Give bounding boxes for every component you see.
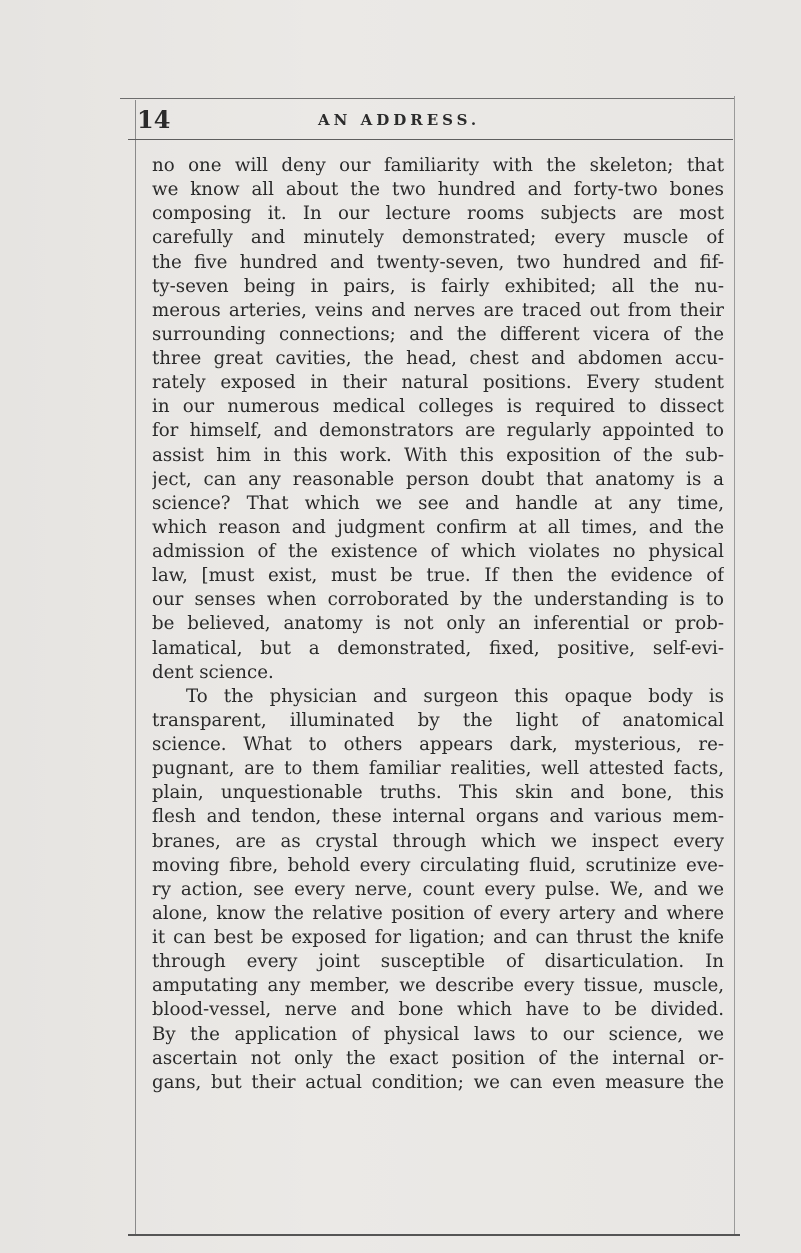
top-rule [120,98,735,99]
text-line: the five hundred and twenty-seven, two hundred and fif- [152,251,724,273]
text-line: we know all about the two hundred and forty-two bones [152,179,724,201]
text-line: law, [must exist, must be true. If then the evidence of [152,565,724,587]
text-line: flesh and tendon, these internal organs and various mem- [152,806,724,828]
text-line: alone, know the relative position of every artery and where [152,902,724,924]
text-line: science. What to others appears dark, mysterious, re- [152,734,724,755]
body-text [152,154,724,1095]
paragraph-end-line: dent science. [152,661,274,683]
text-line: moving fibre, behold every circulating fluid, scrutinize eve- [152,854,724,876]
text-line: ascertain not only the exact position of the internal or- [152,1047,724,1069]
text-line: By the application of physical laws to our science, we [152,1023,724,1045]
header-rule [128,139,733,140]
text-line: plain, unquestionable truths. This skin and bone, this [152,782,724,804]
text-line: three great cavities, the head, chest and abdomen accu- [152,348,724,369]
text-line: which reason and judgment confirm at all times, and the [152,516,724,538]
text-line: it can best be exposed for ligation; and can thrust the knife [152,927,724,948]
text-line: admission of the existence of which violates no physical [152,541,724,562]
paragraph-start-line: To the physician and surgeon this opaque body is [186,685,724,707]
text-line: ject, can any reasonable person doubt that anatomy is a [152,468,724,490]
text-line: surrounding connections; and the different vicera of the [152,323,724,345]
text-line: be believed, anatomy is not only an inferential or prob- [152,613,724,635]
text-line: merous arteries, veins and nerves are traced out from their [152,299,724,321]
text-line: transparent, illuminated by the light of anatomical [152,709,724,731]
text-line: ry action, see every nerve, count every pulse. We, and we [152,878,724,900]
bottom-rule [128,1234,740,1236]
text-line: no one will deny our familiarity with the skeleton; that [152,155,724,176]
text-line: carefully and minutely demonstrated; every muscle of [152,227,724,249]
text-line: gans, but their actual condition; we can even measure the [152,1071,724,1093]
left-margin-rule [135,100,136,1234]
text-line: pugnant, are to them familiar realities, well attested facts, [152,758,724,780]
text-line: lamatical, but a demonstrated, fixed, positive, self-evi- [152,637,724,659]
page-number: 14 [137,105,171,134]
text-line: in our numerous medical colleges is required to dissect [152,396,724,418]
text-line: science? That which we see and handle at any time, [152,492,724,514]
text-line: our senses when corroborated by the understanding is to [152,589,724,611]
text-line: for himself, and demonstrators are regularly appointed to [152,420,724,442]
running-head: AN ADDRESS. [318,111,481,129]
text-line: through every joint susceptible of disarticulation. In [152,951,724,973]
text-line: assist him in this work. With this exposition of the sub- [152,444,724,466]
text-line: composing it. In our lecture rooms subjects are most [152,203,724,225]
right-margin-rule [734,96,735,1236]
text-line: amputating any member, we describe every tissue, muscle, [152,975,724,997]
text-line: ty-seven being in pairs, is fairly exhibited; all the nu- [152,275,724,297]
text-line: branes, are as crystal through which we inspect every [152,830,724,852]
text-line: blood-vessel, nerve and bone which have to be divided. [152,999,724,1021]
text-line: rately exposed in their natural positions. Every student [152,372,724,394]
